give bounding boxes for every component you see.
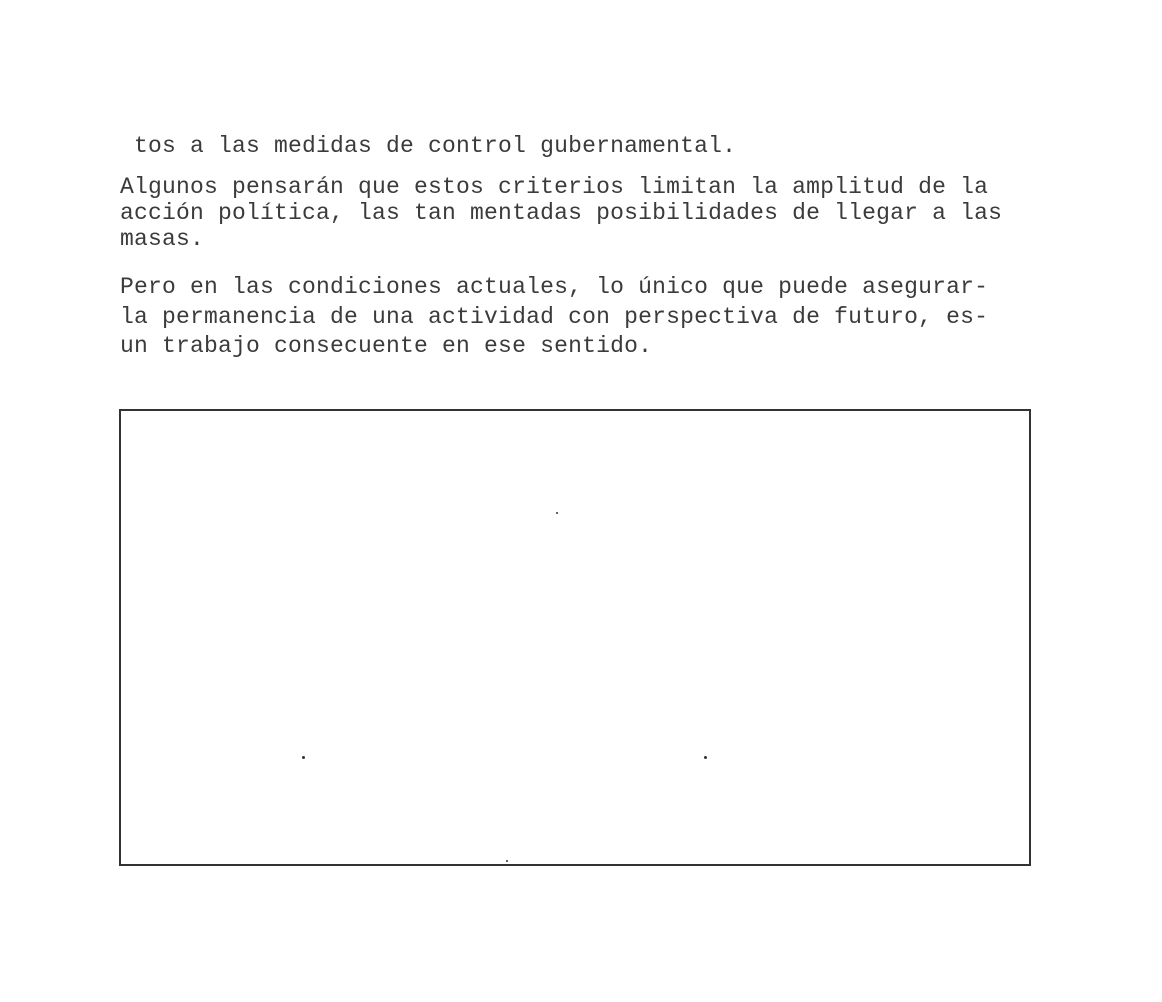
paragraph-2-line-2: acción política, las tan mentadas posibilidades de llegar a las <box>120 200 1003 226</box>
ink-speck <box>556 512 558 514</box>
empty-figure-frame <box>119 409 1031 866</box>
paragraph-2-line-1: Algunos pensarán que estos criterios limitan la amplitud de la <box>120 174 989 200</box>
paragraph-2-line-3: masas. <box>120 226 205 252</box>
ink-speck <box>302 756 305 759</box>
paragraph-3-line-1: Pero en las condiciones actuales, lo único que puede asegurar- <box>120 274 989 300</box>
ink-speck <box>704 756 707 759</box>
paragraph-1-line-1: tos a las medidas de control gubernamental. <box>134 133 737 159</box>
paragraph-3-line-2: la permanencia de una actividad con perspectiva de futuro, es- <box>120 304 989 330</box>
paragraph-3-line-3: un trabajo consecuente en ese sentido. <box>120 333 653 359</box>
ink-speck <box>506 860 508 862</box>
